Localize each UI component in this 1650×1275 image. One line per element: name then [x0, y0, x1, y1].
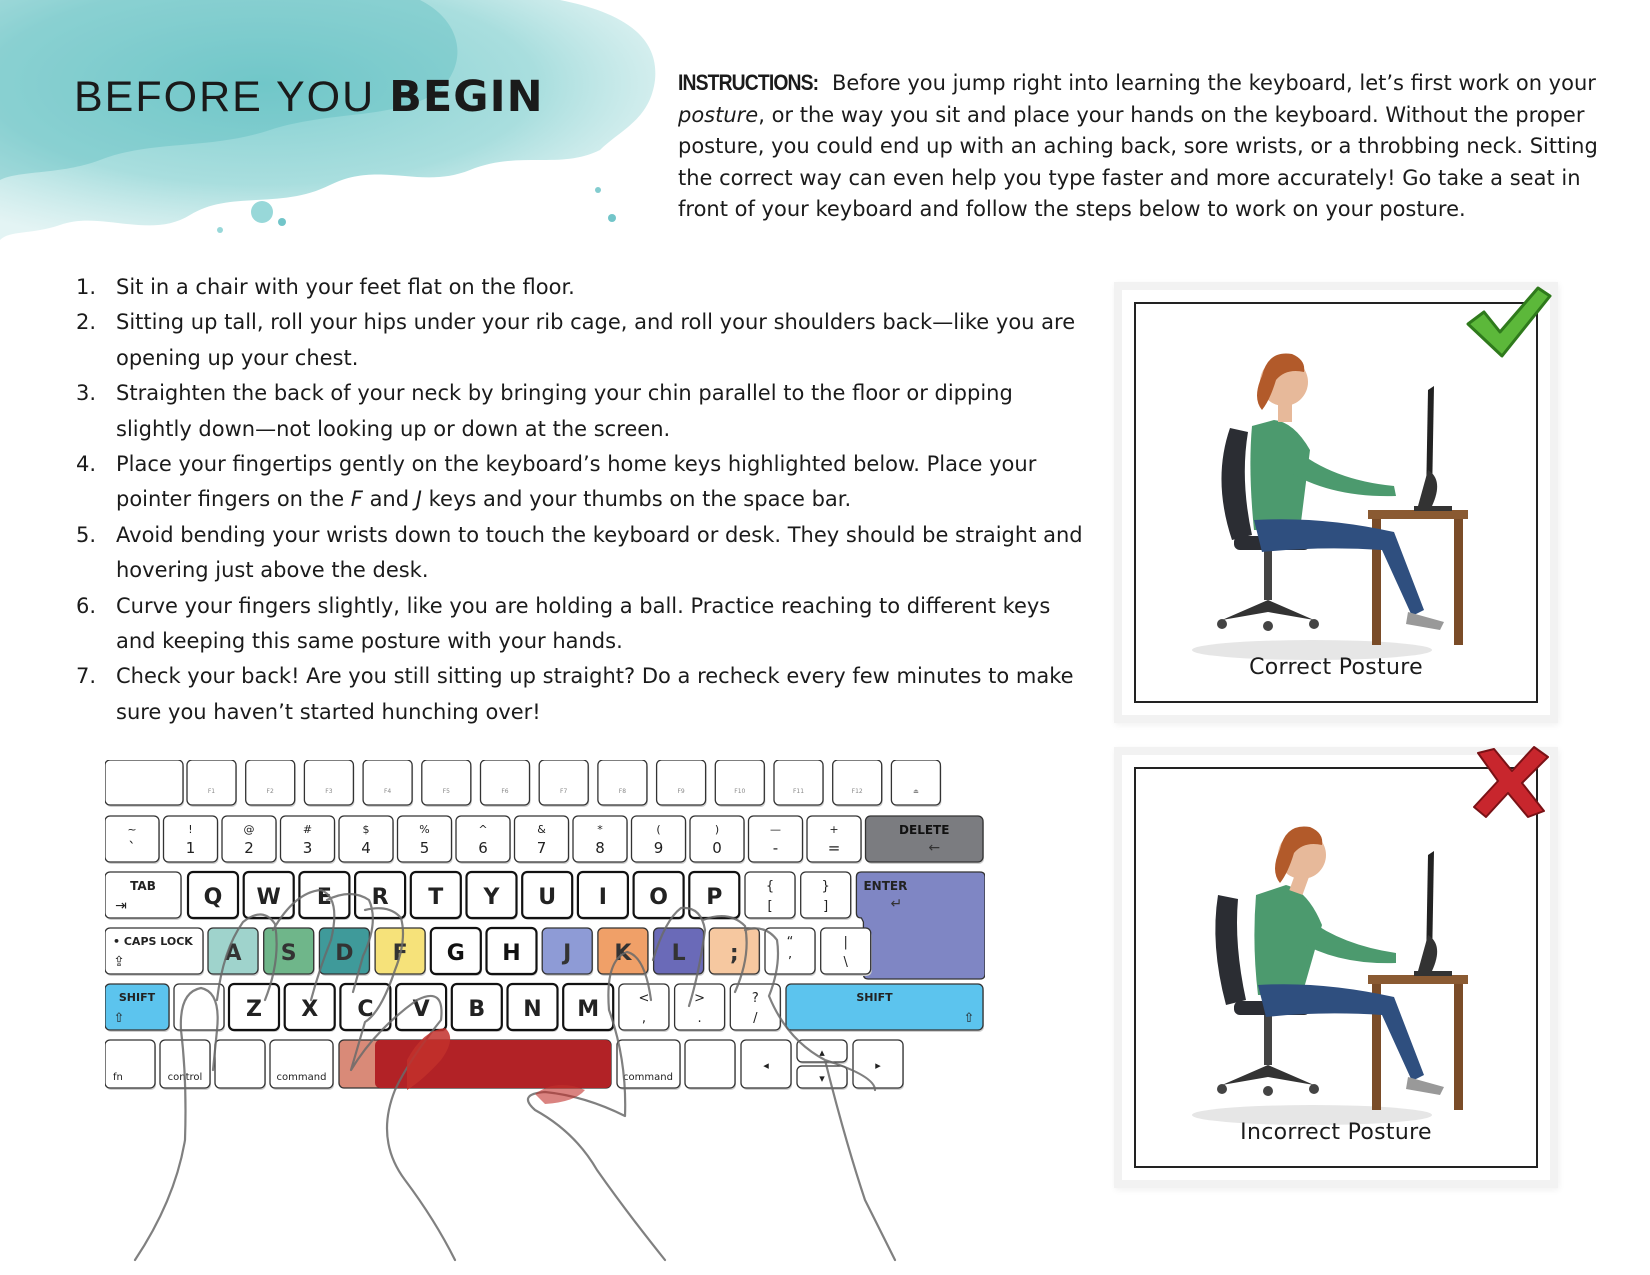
key-fn-12: [833, 760, 883, 807]
instructions-emphasis: posture: [678, 102, 759, 127]
key-shift-label: SHIFT: [118, 991, 156, 1004]
key-option: [215, 1040, 266, 1090]
key-letter-u: [522, 872, 573, 920]
key-label: F11: [792, 788, 805, 795]
key-caps-arrow: ⇪: [113, 954, 125, 970]
key-shift-symbol: >: [694, 991, 706, 1006]
key-arrow-glyph: ◂: [763, 1059, 769, 1072]
key-fn-1: [187, 760, 237, 807]
key-base-symbol: [: [767, 899, 773, 914]
step-item: [74, 270, 1084, 305]
key-letter-x: [285, 984, 336, 1032]
key-base-symbol: 5: [419, 839, 430, 857]
step-number: 1.: [76, 275, 97, 299]
key-base-symbol: =: [827, 839, 841, 857]
key-base-symbol: 9: [653, 839, 664, 857]
key-home-a: [208, 928, 259, 976]
key-letter-label: O: [649, 885, 668, 910]
key-punctuation: [675, 984, 726, 1032]
key-home-h: [487, 928, 538, 976]
step-item: [74, 447, 1084, 518]
key-shift-symbol: ~: [127, 823, 137, 836]
key-number: [807, 816, 862, 864]
key-label: F4: [383, 788, 392, 795]
instructions-paragraph: [678, 67, 1598, 226]
key-letter-label: Q: [203, 885, 223, 910]
key-letter-label: K: [614, 941, 632, 966]
key-bracket: [801, 872, 852, 920]
key-fn: [105, 1040, 156, 1090]
key-base-symbol: .: [697, 1011, 702, 1026]
key-home-k: [598, 928, 649, 976]
key-number: [164, 816, 219, 864]
step-number: 3.: [76, 381, 97, 406]
key-fn-9: [657, 760, 707, 807]
key-tab-label: TAB: [130, 879, 156, 893]
key-letter-label: L: [671, 941, 686, 966]
title-bold: BEGIN: [389, 72, 544, 122]
key-number: [222, 816, 277, 864]
step-item: [74, 305, 1084, 376]
key-number: [456, 816, 511, 864]
key-letter-label: W: [256, 885, 281, 910]
key-base-symbol: \: [843, 955, 848, 970]
key-shift-symbol: #: [302, 823, 313, 836]
key-shift-symbol: ): [714, 823, 720, 836]
key-number: [105, 816, 160, 864]
key-letter-e: [299, 872, 350, 920]
key-shift-symbol: |: [843, 935, 848, 950]
key-delete-label: DELETE: [899, 823, 950, 837]
key-fn-11: [774, 760, 824, 807]
key-letter-label: E: [316, 885, 332, 910]
key-fn-4: [363, 760, 413, 807]
key-letter-b: [452, 984, 503, 1032]
key-base-symbol: 3: [302, 839, 313, 857]
key-arrow-left: [741, 1040, 792, 1090]
key-shift-symbol: +: [829, 823, 839, 836]
key-shift-left: [105, 984, 170, 1032]
step-text: Avoid bending your wrists down to touch the keyboard or desk. They should be straight and hovering just above the desk.: [116, 522, 1083, 583]
key-base-symbol: 1: [185, 839, 196, 857]
key-modifier-label: command: [276, 1072, 327, 1083]
key-shift-symbol: !: [188, 823, 193, 836]
key-number: [515, 816, 570, 864]
key-caps-label: • CAPS LOCK: [113, 935, 193, 948]
key-letter-label: N: [523, 997, 542, 1022]
key-letter-t: [411, 872, 462, 920]
key-shift-symbol: ^: [478, 823, 488, 836]
key-base-symbol: 8: [595, 839, 605, 857]
step-text: Sitting up tall, roll your hips under your rib cage, and roll your shoulders back—like you are opening up your chest.: [116, 310, 1076, 370]
key-arrow-glyph: ▴: [819, 1046, 825, 1059]
check-mark-icon: [1462, 282, 1552, 362]
instructions-text-pre: Before you jump right into learning the keyboard, let’s first work on your: [825, 71, 1596, 95]
key-letter-v: [396, 984, 447, 1032]
key-base-symbol: ]: [823, 899, 829, 914]
key-enter-arrow: ↵: [890, 896, 903, 912]
key-home-g: [431, 928, 482, 976]
key-space-bar: [339, 1040, 611, 1088]
key-letter-c: [340, 984, 391, 1032]
key-enter: [856, 872, 985, 979]
key-label: F12: [851, 788, 863, 795]
key-tab: [105, 872, 182, 920]
key-label: F7: [560, 788, 568, 795]
cross-mark-icon: [1470, 745, 1552, 819]
step-number: 5.: [76, 522, 97, 547]
key-letter-label: B: [468, 997, 486, 1022]
key-letter-label: V: [412, 997, 430, 1022]
step-text-pre: Place your fingertips gently on the keyboard’s home keys highlighted below. Place your pointer fingers on the: [116, 452, 1037, 512]
key-base-symbol: 2: [244, 839, 254, 857]
key-home-semicolon: [709, 928, 760, 976]
title-light: BEFORE YOU: [74, 73, 376, 121]
key-letter-m: [563, 984, 614, 1032]
key-letter-label: X: [301, 997, 319, 1022]
key-shift-symbol: $: [362, 823, 370, 836]
key-label: F10: [734, 788, 746, 795]
key-number: [281, 816, 336, 864]
key-fn-7: [539, 760, 589, 807]
key-shift-arrow: ⇧: [963, 1011, 975, 1026]
key-shift-symbol: ?: [751, 991, 759, 1006]
key-shift-symbol: }: [821, 879, 830, 894]
key-modifier-label: fn: [113, 1072, 123, 1083]
step-text: Curve your fingers slightly, like you are holding a ball. Practice reaching to different keys and keeping this same posture with your hands.: [116, 593, 1051, 654]
step-item: [74, 376, 1084, 447]
key-letter-label: A: [224, 941, 242, 966]
key-fn-13: [891, 760, 941, 807]
key-number: [749, 816, 804, 864]
key-option-right: [685, 1040, 736, 1090]
key-letter-label: F: [392, 941, 408, 966]
step-number: 2.: [76, 310, 97, 335]
step-text-post: keys and your thumbs on the space bar.: [421, 487, 852, 512]
key-letter-label: R: [371, 885, 389, 910]
key-base-symbol: -: [772, 839, 779, 857]
keyboard-diagram: [105, 760, 985, 1275]
key-home-j: [542, 928, 593, 976]
key-fn-8: [598, 760, 648, 807]
key-shift-symbol: <: [638, 991, 650, 1006]
step-text-mid: and: [362, 487, 416, 512]
step-text: Check your back! Are you still sitting up straight? Do a recheck every few minutes to make sure you haven’t started hunching over!: [116, 664, 1074, 724]
key-label: F9: [677, 788, 685, 795]
key-shift-symbol: —: [770, 823, 781, 836]
key-base-symbol: 7: [536, 839, 547, 857]
step-text: Straighten the back of your neck by bringing your chin parallel to the floor or dipping slightly down—not looking up or down at the screen.: [116, 381, 1013, 441]
key-delete: [866, 816, 985, 864]
key-shift-symbol: %: [419, 823, 430, 836]
steps-list: [74, 270, 1084, 730]
key-number: [690, 816, 745, 864]
key-letter-i: [578, 872, 629, 920]
key-shift-symbol: @: [243, 823, 255, 836]
key-command-left: [270, 1040, 334, 1090]
key-escape: [105, 760, 184, 807]
key-number: [573, 816, 628, 864]
key-shift-symbol: (: [656, 823, 661, 836]
incorrect-posture-illustration: [1182, 785, 1482, 1125]
key-letter-label: D: [335, 941, 354, 966]
step-item: [74, 659, 1084, 730]
key-base-symbol: 4: [361, 839, 371, 857]
key-base-symbol: ,: [641, 1011, 646, 1026]
key-tab-arrow: ⇥: [115, 898, 127, 914]
key-number: [339, 816, 394, 864]
step-item: [74, 589, 1084, 660]
key-number: [632, 816, 687, 864]
key-letter-y: [467, 872, 518, 920]
key-letter-label: Y: [483, 885, 500, 910]
key-number: [398, 816, 453, 864]
key-letter-z: [229, 984, 280, 1032]
key-letter-q: [188, 872, 239, 920]
key-fn-10: [715, 760, 765, 807]
step-number: 7.: [76, 664, 97, 689]
key-letter-label: U: [538, 885, 557, 910]
key-letter-label: M: [577, 997, 600, 1022]
key-base-symbol: ’: [787, 955, 793, 970]
key-letter-label: Z: [246, 997, 262, 1022]
watercolor-splash: [0, 0, 700, 270]
key-letter-label: C: [357, 997, 374, 1022]
key-letter-label: ;: [729, 941, 739, 966]
key-letter-label: H: [502, 941, 521, 966]
key-punctuation: [619, 984, 670, 1032]
key-delete-arrow: ←: [928, 840, 941, 856]
key-label: F3: [325, 788, 333, 795]
key-shift-right: [786, 984, 984, 1032]
page-title: [74, 72, 544, 122]
key-shift-label: SHIFT: [856, 991, 893, 1004]
key-letter-label: I: [598, 885, 607, 910]
key-label: F2: [266, 788, 274, 795]
key-shift-symbol: “: [786, 935, 794, 950]
key-base-symbol: 6: [478, 839, 488, 857]
key-enter-label: ENTER: [863, 879, 908, 893]
step-key-f: F: [350, 487, 363, 512]
key-command-right: [617, 1040, 681, 1090]
correct-posture-illustration: [1182, 320, 1482, 660]
step-key-j: J: [415, 487, 422, 512]
key-modifier-label: command: [623, 1072, 673, 1083]
key-label: F1: [207, 788, 216, 795]
key-shift-symbol: &: [537, 823, 546, 836]
instructions-label: INSTRUCTIONS:: [678, 70, 819, 95]
key-fn-3: [304, 760, 354, 807]
key-label: ⏏: [913, 788, 919, 795]
key-fn-6: [481, 760, 531, 807]
instructions-text-post: , or the way you sit and place your hands on the keyboard. Without the proper posture, you could end up with an aching back, sore wrists, or a throbbing neck. Sitting the correct way can even help you type faster and more accurately! Go take a seat in front of your keyboard and follow the steps below to work on your posture.: [678, 102, 1598, 221]
step-number: 6.: [76, 593, 97, 618]
key-letter-label: J: [563, 941, 572, 966]
key-letter-w: [244, 872, 295, 920]
key-backslash: [821, 928, 872, 976]
key-letter-label: P: [706, 885, 723, 910]
step-item: [74, 518, 1084, 589]
key-fn-5: [422, 760, 472, 807]
key-fn-2: [246, 760, 296, 807]
key-label: F6: [501, 788, 509, 795]
key-letter-label: G: [446, 941, 465, 966]
step-number: 4.: [76, 452, 97, 477]
incorrect-caption: Incorrect Posture: [1240, 1120, 1432, 1145]
key-letter-label: S: [280, 941, 297, 966]
key-bracket: [745, 872, 796, 920]
key-label: F5: [442, 788, 450, 795]
key-base-symbol: `: [128, 839, 136, 857]
key-caps-lock: [105, 928, 204, 976]
key-arrow-up: [797, 1040, 848, 1064]
key-shift-symbol: *: [597, 823, 603, 836]
step-text: Sit in a chair with your feet flat on the floor.: [116, 275, 575, 299]
key-arrow-glyph: ▸: [875, 1059, 881, 1072]
key-arrow-right: [853, 1040, 904, 1090]
key-modifier-label: control: [167, 1072, 203, 1083]
correct-caption: Correct Posture: [1249, 655, 1423, 680]
key-base-symbol: /: [753, 1011, 758, 1026]
key-letter-n: [508, 984, 559, 1032]
key-label: F8: [618, 788, 627, 795]
key-arrow-down: [797, 1066, 848, 1090]
key-home-s: [264, 928, 315, 976]
key-letter-label: T: [428, 885, 444, 910]
key-base-symbol: 0: [712, 839, 722, 857]
key-shift-symbol: {: [765, 879, 775, 894]
key-shift-arrow: ⇧: [113, 1011, 125, 1026]
key-arrow-glyph: ▾: [819, 1072, 825, 1085]
